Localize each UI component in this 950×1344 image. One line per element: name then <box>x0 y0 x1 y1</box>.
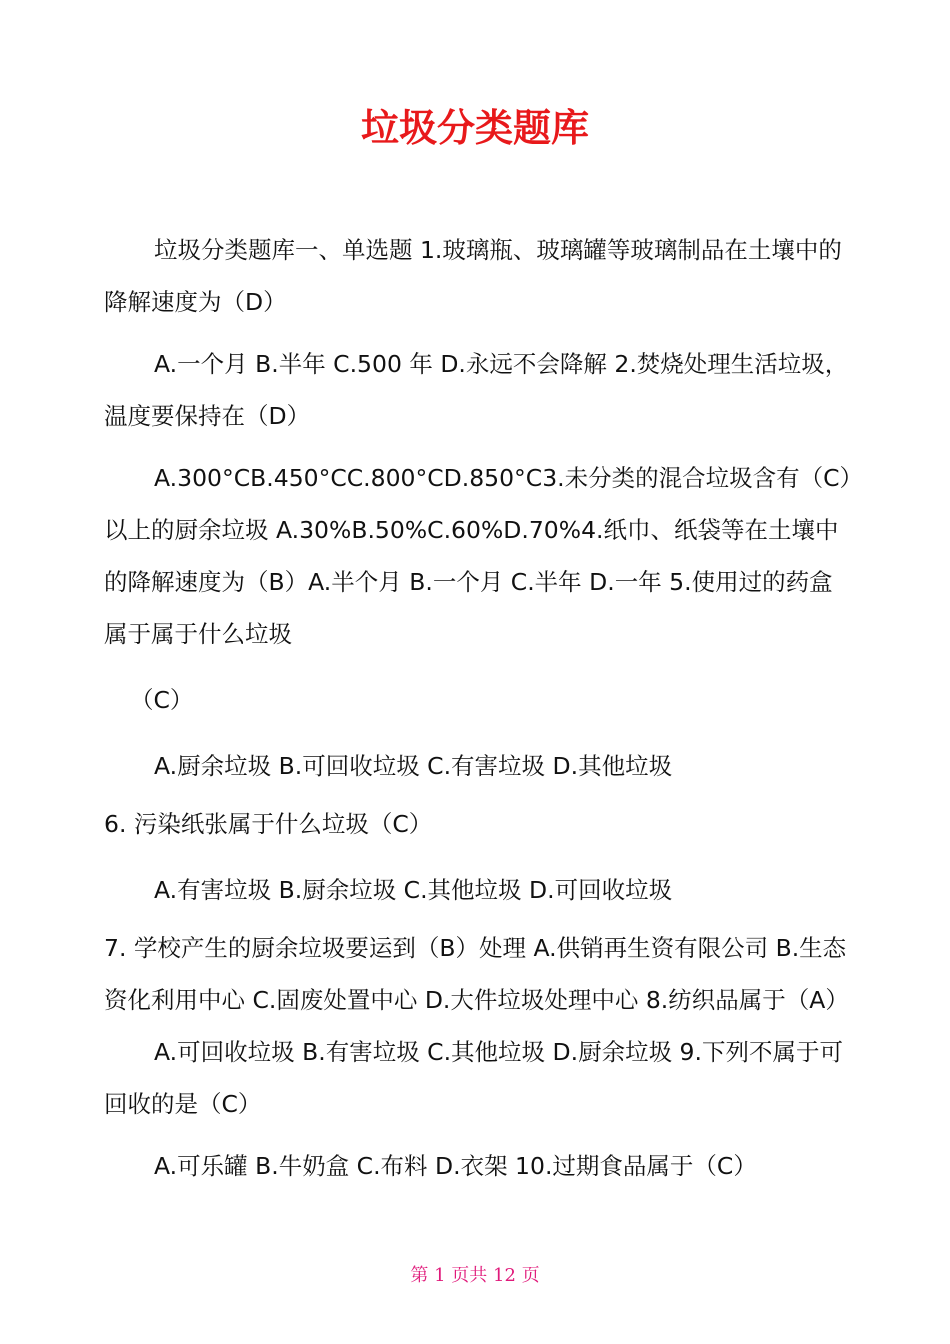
paragraph: A.可乐罐 B.牛奶盒 C.布料 D.衣架 10.过期食品属于（C） <box>154 1152 757 1180</box>
document-body <box>104 224 852 1192</box>
paragraph: A.一个月 B.半年 C.500 年 D.永远不会降解 2.焚烧处理生活垃圾，温度要保持在（D） <box>104 350 849 430</box>
paragraph: （C） <box>130 686 194 714</box>
paragraph: 垃圾分类题库一、单选题 1.玻璃瓶、玻璃罐等玻璃制品在土壤中的降解速度为（D） <box>104 236 842 316</box>
document-title: 垃圾分类题库 <box>360 105 589 150</box>
paragraph: A.300°CB.450°CC.800°CD.850°C3.未分类的混合垃圾含有（C）以上的厨余垃圾 A.30%B.50%C.60%D.70%4.纸巾、纸袋等在土壤中的降解速度为（B）A.半个月 B.一个月 C.半年 D.一年 5.使用过的药盒属于属于什么垃圾 <box>104 464 852 648</box>
paragraph: 6. 污染纸张属于什么垃圾（C） <box>104 810 433 838</box>
paragraph: A.有害垃圾 B.厨余垃圾 C.其他垃圾 D.可回收垃圾 <box>154 876 673 904</box>
paragraph: A.可回收垃圾 B.有害垃圾 C.其他垃圾 D.厨余垃圾 9.下列不属于可回收的是（C） <box>104 1038 843 1118</box>
page-footer: 第 1 页共 12 页 <box>410 1265 540 1286</box>
paragraph: A.厨余垃圾 B.可回收垃圾 C.有害垃圾 D.其他垃圾 <box>154 752 673 780</box>
paragraph: 7. 学校产生的厨余垃圾要运到（B）处理 A.供销再生资有限公司 B.生态资化利用中心 C.固废处置中心 D.大件垃圾处理中心 8.纺织品属于（A） <box>104 934 849 1014</box>
